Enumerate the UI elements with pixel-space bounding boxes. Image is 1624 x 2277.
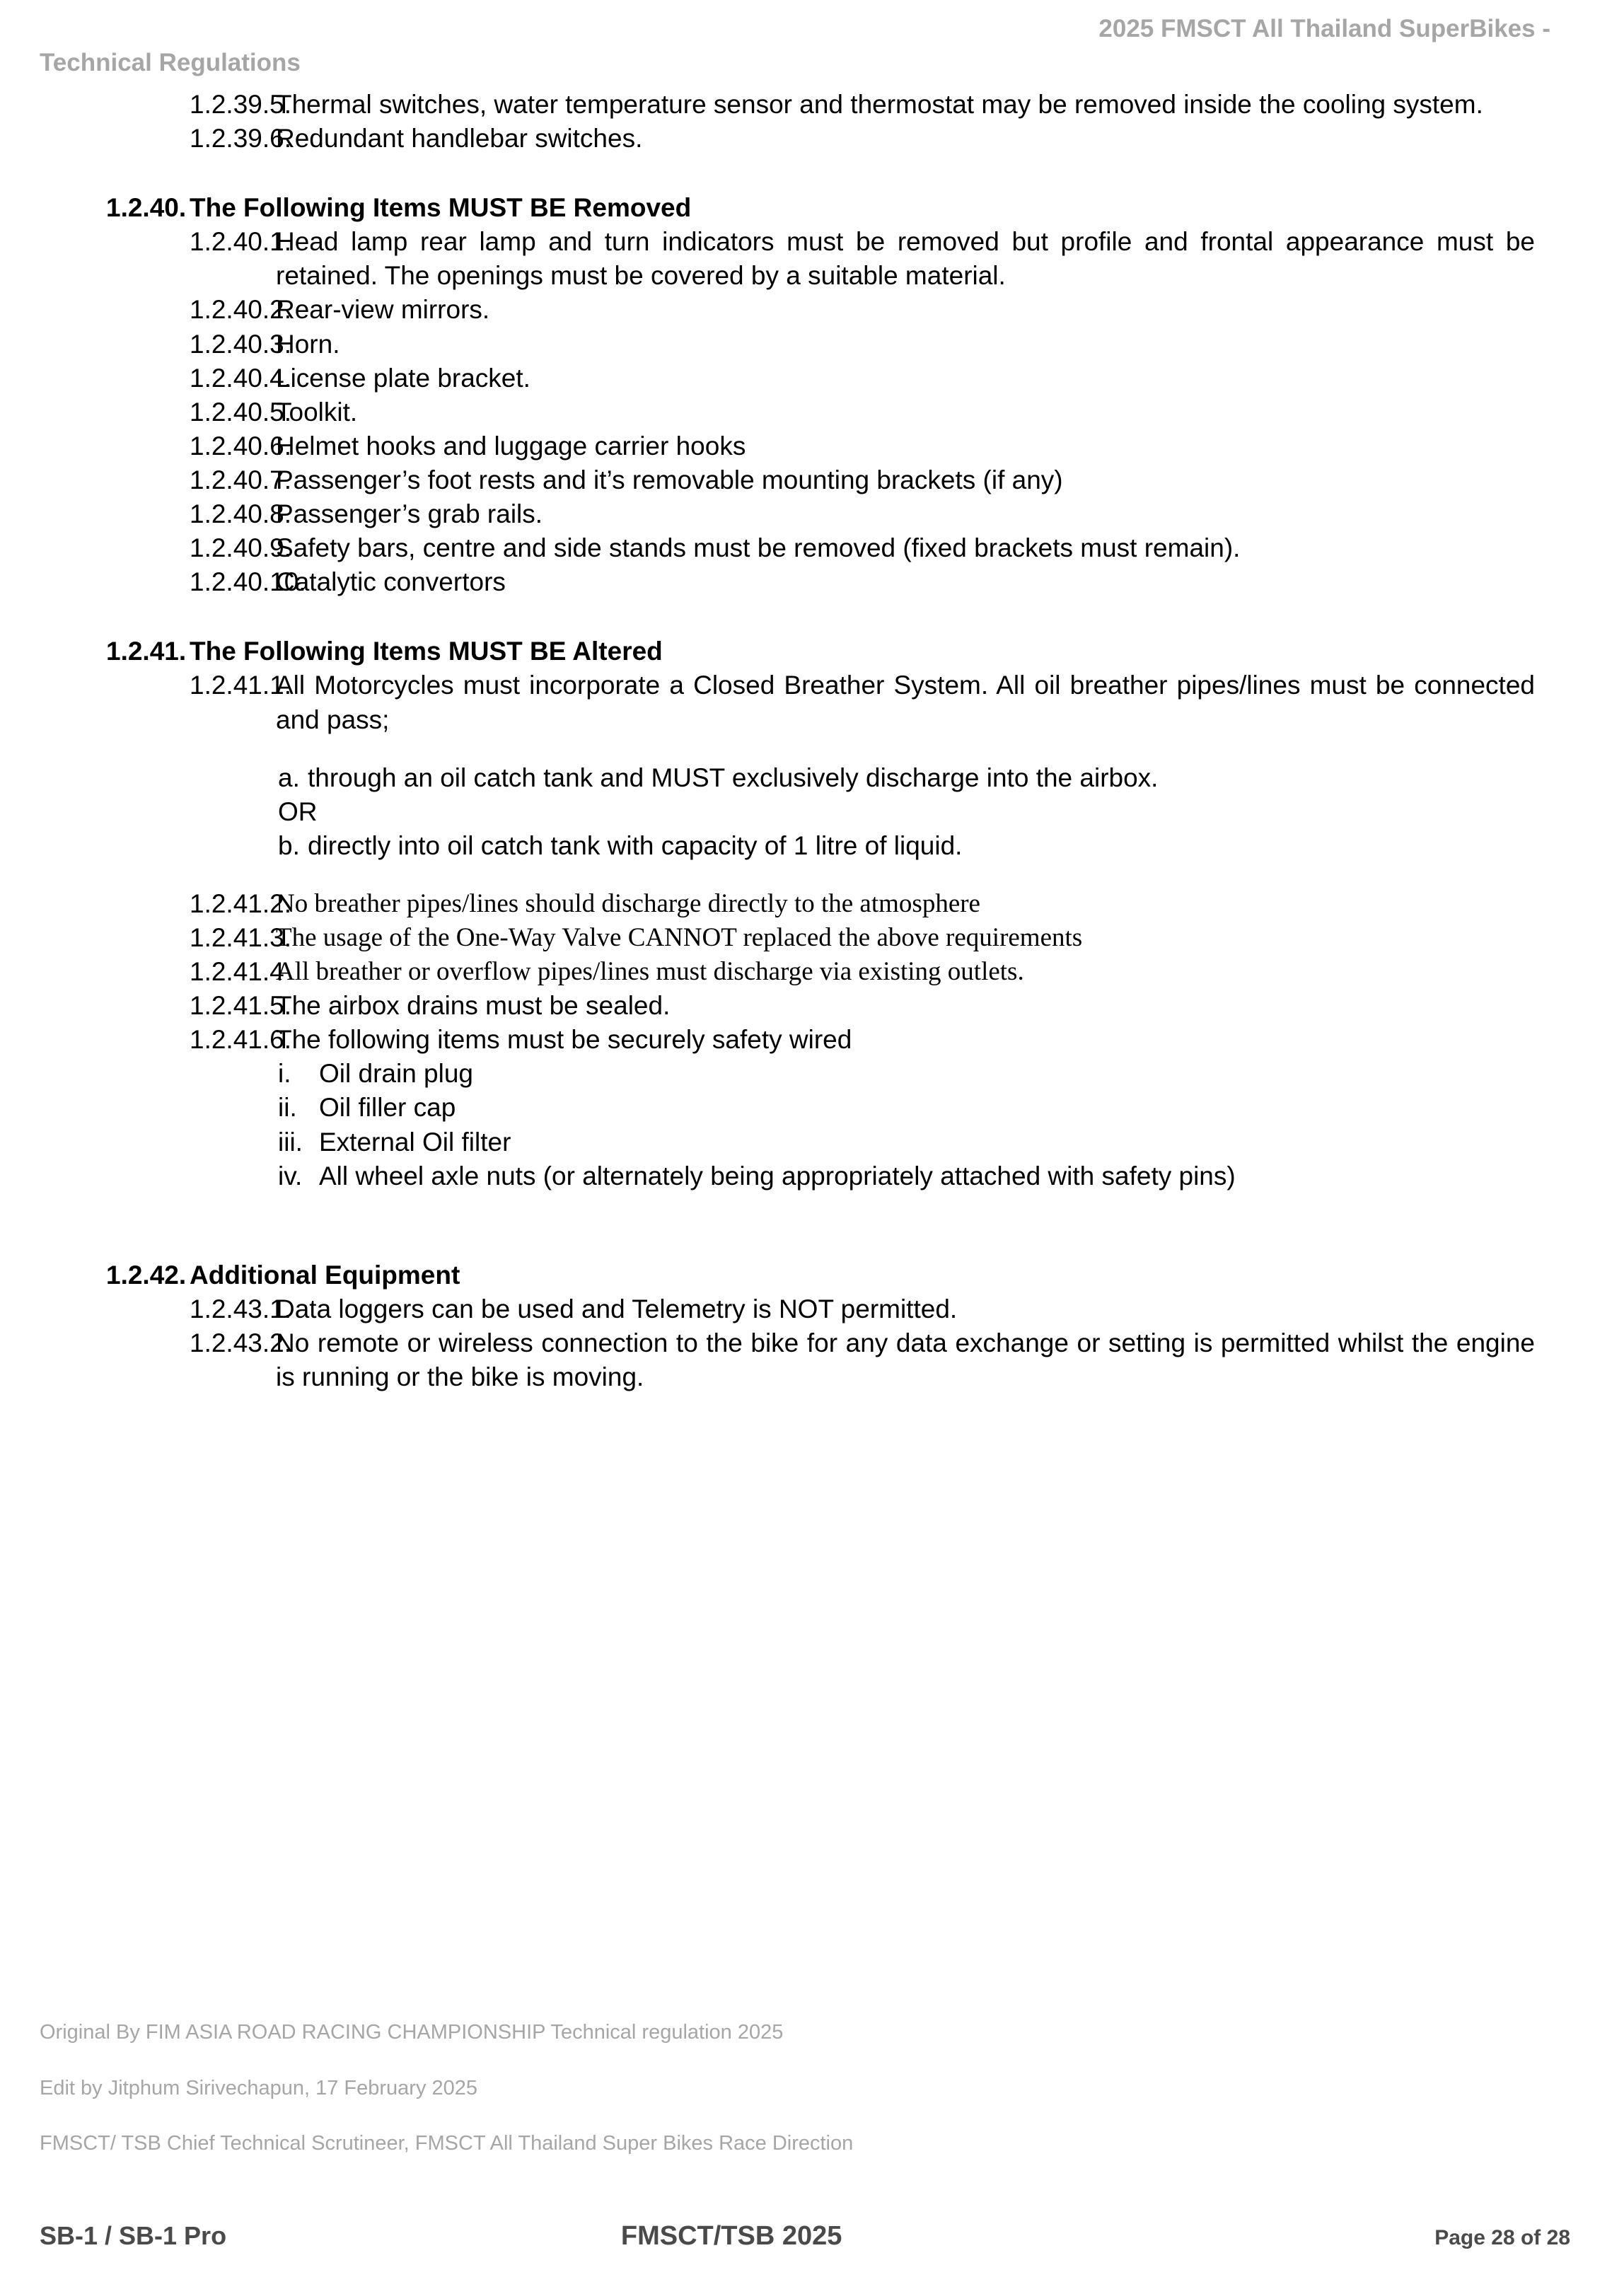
roman-marker: iv. bbox=[278, 1161, 303, 1190]
clause-row bbox=[40, 989, 1535, 1023]
footnote-editor: Edit by Jitphum Sirivechapun, 17 February 2025 bbox=[40, 2076, 478, 2099]
footnotes-block bbox=[40, 2020, 1454, 2186]
clause-number: 1.2.41.5. bbox=[190, 991, 292, 1021]
roman-list-item bbox=[40, 1091, 1535, 1125]
clause-number: 1.2.43.1. bbox=[190, 1294, 292, 1323]
page-header bbox=[0, 0, 1624, 79]
header-title-line2: Technical Regulations bbox=[40, 49, 301, 77]
clause-row bbox=[40, 88, 1535, 122]
clause-text: No breather pipes/lines should discharge directly to the atmosphere bbox=[276, 888, 980, 918]
clause-number: 1.2.40.2. bbox=[190, 295, 292, 325]
section-title: The Following Items MUST BE Removed bbox=[190, 193, 692, 223]
roman-list-item bbox=[40, 1125, 1535, 1159]
clause-row bbox=[40, 565, 1535, 599]
clause-number: 1.2.41.3. bbox=[190, 922, 292, 952]
clause-row bbox=[40, 1326, 1535, 1394]
clause-text: Data loggers can be used and Telemetry is NOT permitted. bbox=[276, 1294, 958, 1323]
page-body bbox=[0, 88, 1624, 1394]
spacer bbox=[40, 863, 1535, 887]
clause-text: Redundant handlebar switches. bbox=[276, 124, 643, 153]
clause-row bbox=[40, 497, 1535, 531]
clause-row bbox=[40, 887, 1535, 921]
clause-number: 1.2.41.2. bbox=[190, 888, 292, 918]
clause-text: Passenger’s foot rests and it’s removable mounting brackets (if any) bbox=[276, 465, 1063, 494]
clause-text: Head lamp rear lamp and turn indicators must be removed but profile and frontal appearance must be retained. The openings must be covered by a suitable material. bbox=[276, 227, 1535, 291]
clause-text: The airbox drains must be sealed. bbox=[276, 991, 671, 1021]
footer-class-label: SB-1 / SB-1 Pro bbox=[40, 2221, 227, 2250]
clause-text: The following items must be securely safety wired bbox=[276, 1025, 852, 1055]
clause-row bbox=[40, 1023, 1535, 1057]
clause-text: The usage of the One-Way Valve CANNOT replaced the above requirements bbox=[276, 922, 1083, 952]
clause-text: Thermal switches, water temperature sensor and thermostat may be removed inside the cooling system. bbox=[276, 90, 1483, 119]
clause-number: 1.2.41.1. bbox=[190, 671, 292, 700]
clause-text: All Motorcycles must incorporate a Closed Breather System. All oil breather pipes/lines must be connected and pass; bbox=[276, 671, 1535, 734]
roman-text: External Oil filter bbox=[319, 1127, 511, 1157]
clause-row bbox=[40, 668, 1535, 736]
spacer bbox=[40, 599, 1535, 635]
roman-text: All wheel axle nuts (or alternately being appropriately attached with safety pins) bbox=[319, 1161, 1236, 1190]
roman-text: Oil drain plug bbox=[319, 1059, 474, 1089]
or-separator bbox=[40, 795, 1535, 829]
clause-number: 1.2.40.9. bbox=[190, 533, 292, 563]
or-label: OR bbox=[278, 796, 318, 826]
section-heading-1-2-42 bbox=[40, 1258, 1535, 1292]
clause-text: License plate bracket. bbox=[276, 363, 530, 393]
clause-text: Safety bars, centre and side stands must be removed (fixed brackets must remain). bbox=[276, 533, 1241, 563]
clause-number: 1.2.41.4 bbox=[190, 957, 284, 987]
clause-text: Toolkit. bbox=[276, 397, 358, 427]
clause-number: 1.2.40.8. bbox=[190, 499, 292, 529]
clause-text: Passenger’s grab rails. bbox=[276, 499, 543, 529]
clause-row bbox=[40, 921, 1535, 955]
clause-number: 1.2.40.3. bbox=[190, 329, 292, 359]
roman-list-item bbox=[40, 1159, 1535, 1193]
clause-text: Helmet hooks and luggage carrier hooks bbox=[276, 431, 746, 460]
page-footer bbox=[0, 2221, 1624, 2252]
clause-row bbox=[40, 531, 1535, 565]
clause-row bbox=[40, 225, 1535, 293]
clause-number: 1.2.40.6. bbox=[190, 431, 292, 460]
clause-row bbox=[40, 955, 1535, 989]
clause-row bbox=[40, 361, 1535, 395]
footnote-scrutineer: FMSCT/ TSB Chief Technical Scrutineer, FMSCT All Thailand Super Bikes Race Direction bbox=[40, 2132, 854, 2155]
spacer bbox=[40, 156, 1535, 191]
clause-number: 1.2.39.5. bbox=[190, 90, 292, 119]
clause-number: 1.2.40.7. bbox=[190, 465, 292, 494]
clause-number: 1.2.41.6. bbox=[190, 1025, 292, 1055]
footer-page-number: Page 28 of 28 bbox=[1434, 2226, 1570, 2249]
section-heading-1-2-41 bbox=[40, 635, 1535, 668]
alpha-text: through an oil catch tank and MUST exclusively discharge into the airbox. bbox=[308, 763, 1159, 792]
clause-row bbox=[40, 463, 1535, 497]
roman-marker: iii. bbox=[278, 1127, 303, 1157]
section-number: 1.2.41. bbox=[106, 637, 187, 666]
header-title-line1: 2025 FMSCT All Thailand SuperBikes - bbox=[1098, 15, 1550, 42]
footnote-original-source: Original By FIM ASIA ROAD RACING CHAMPIONSHIP Technical regulation 2025 bbox=[40, 2021, 784, 2044]
clause-number: 1.2.40.1. bbox=[190, 227, 292, 257]
clause-row bbox=[40, 293, 1535, 327]
alpha-marker: b. bbox=[278, 830, 300, 860]
clause-row bbox=[40, 395, 1535, 429]
clause-text: No remote or wireless connection to the bike for any data exchange or setting is permitted whilst the engine is running or the bike is moving. bbox=[276, 1328, 1535, 1391]
clause-number: 1.2.43.2. bbox=[190, 1328, 292, 1357]
clause-number: 1.2.40.4. bbox=[190, 363, 292, 393]
section-number: 1.2.40. bbox=[106, 193, 187, 223]
clause-row bbox=[40, 122, 1535, 156]
section-number: 1.2.42. bbox=[106, 1260, 187, 1290]
clause-text: Catalytic convertors bbox=[276, 567, 506, 597]
section-title: Additional Equipment bbox=[190, 1260, 460, 1290]
clause-row bbox=[40, 328, 1535, 361]
spacer bbox=[40, 1193, 1535, 1258]
clause-row bbox=[40, 1292, 1535, 1326]
alpha-list-item bbox=[40, 761, 1535, 795]
roman-list-item bbox=[40, 1057, 1535, 1091]
section-title: The Following Items MUST BE Altered bbox=[190, 637, 663, 666]
alpha-list-item bbox=[40, 829, 1535, 863]
section-heading-1-2-40 bbox=[40, 191, 1535, 225]
roman-marker: i. bbox=[278, 1059, 291, 1089]
alpha-marker: a. bbox=[278, 763, 300, 792]
clause-number: 1.2.40.10. bbox=[190, 567, 306, 597]
clause-text: Rear-view mirrors. bbox=[276, 295, 490, 325]
clause-text: Horn. bbox=[276, 329, 340, 359]
clause-row bbox=[40, 429, 1535, 463]
clause-number: 1.2.40.5. bbox=[190, 397, 292, 427]
clause-number: 1.2.39.6. bbox=[190, 124, 292, 153]
footer-org-label: FMSCT/TSB 2025 bbox=[620, 2221, 842, 2251]
roman-text: Oil filler cap bbox=[319, 1093, 456, 1123]
alpha-text: directly into oil catch tank with capacity of 1 litre of liquid. bbox=[308, 830, 963, 860]
clause-text: All breather or overflow pipes/lines must discharge via existing outlets. bbox=[276, 957, 1024, 987]
roman-marker: ii. bbox=[278, 1093, 297, 1123]
spacer bbox=[40, 737, 1535, 761]
